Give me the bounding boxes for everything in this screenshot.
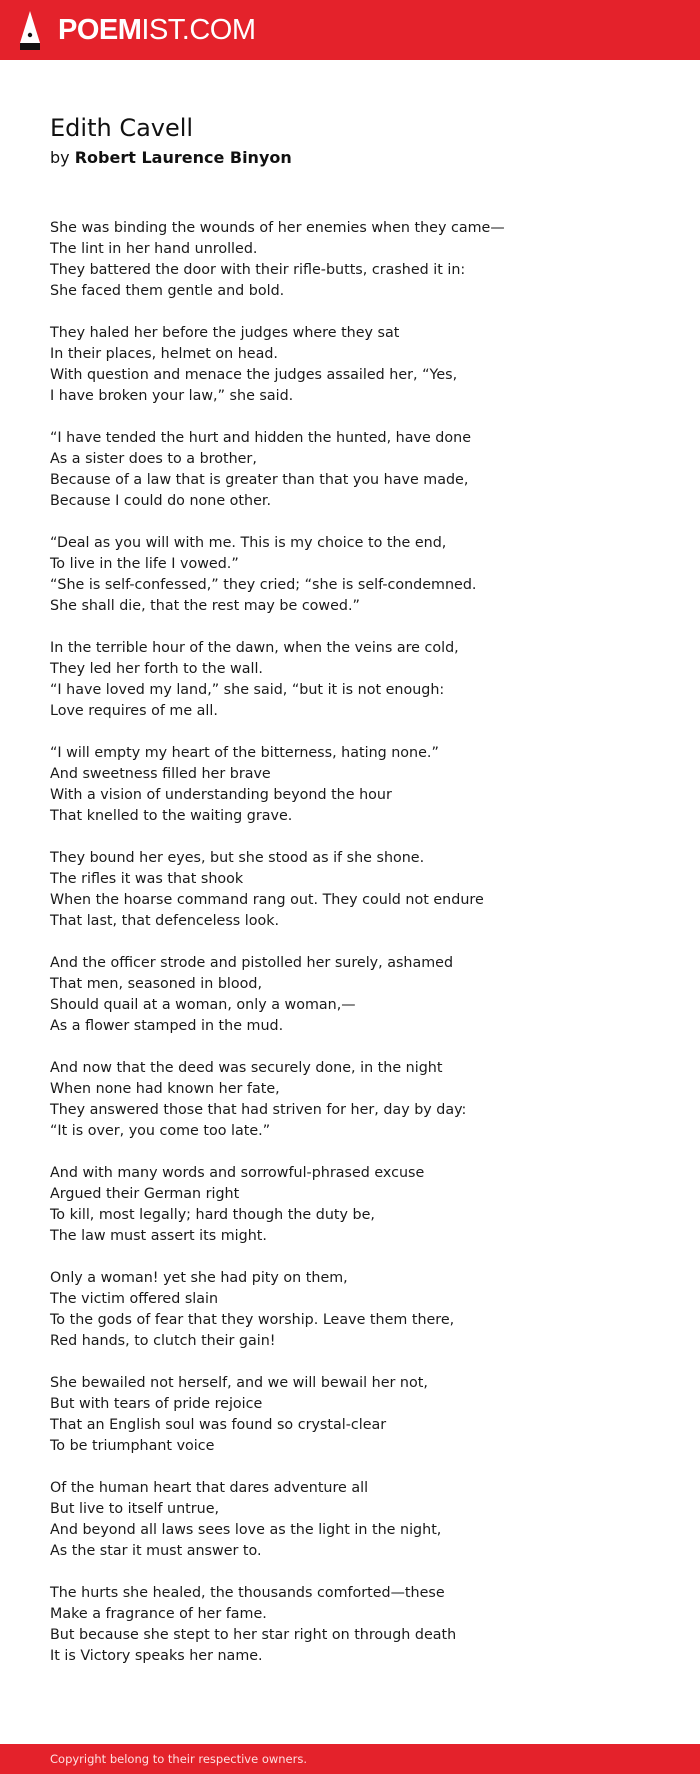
poem-line: And the officer strode and pistolled her surely, ashamed [50, 955, 454, 971]
poem-body [50, 218, 670, 1688]
poem-line: That last, that defenceless look. [50, 913, 280, 929]
logo-bold-text: POEM [58, 13, 142, 46]
poem-line: Because I could do none other. [50, 493, 271, 509]
site-logo[interactable] [58, 13, 256, 46]
poem-line: I have broken your law,” she said. [50, 388, 294, 404]
stanza [50, 1373, 670, 1457]
poem-line: The victim offered slain [50, 1291, 219, 1307]
stanza [50, 1058, 670, 1142]
author-name: Robert Laurence Binyon [74, 148, 292, 167]
poem-line: She faced them gentle and bold. [50, 283, 285, 299]
poem-line: The lint in her hand unrolled. [50, 241, 258, 257]
stanza [50, 743, 670, 827]
poem-line: With question and menace the judges assailed her, “Yes, [50, 367, 458, 383]
poem-line: And sweetness filled her brave [50, 766, 271, 782]
stanza [50, 638, 670, 722]
poem-line: To live in the life I vowed.” [50, 556, 239, 572]
byline [50, 148, 292, 167]
poem-line: When the hoarse command rang out. They could not endure [50, 892, 484, 908]
poem-line: But live to itself untrue, [50, 1501, 220, 1517]
poem-line: Red hands, to clutch their gain! [50, 1333, 276, 1349]
poem-line: Should quail at a woman, only a woman,— [50, 997, 356, 1013]
stanza [50, 428, 670, 512]
stanza [50, 218, 670, 302]
poem-line: As a sister does to a brother, [50, 451, 257, 467]
poem-line: Love requires of me all. [50, 703, 218, 719]
poem-line: When none had known her fate, [50, 1081, 280, 1097]
stanza [50, 1478, 670, 1562]
pen-nib-icon [18, 9, 42, 51]
by-label: by [50, 148, 70, 167]
poem-line: Argued their German right [50, 1186, 240, 1202]
poem-line: “I have loved my land,” she said, “but it is not enough: [50, 682, 445, 698]
poem-line: They haled her before the judges where they sat [50, 325, 400, 341]
poem-line: “She is self-confessed,” they cried; “she is self-condemned. [50, 577, 477, 593]
poem-line: They bound her eyes, but she stood as if she shone. [50, 850, 425, 866]
poem-line: They led her forth to the wall. [50, 661, 263, 677]
poem-line: She was binding the wounds of her enemies when they came— [50, 220, 505, 236]
poem-line: To kill, most legally; hard though the duty be, [50, 1207, 375, 1223]
poem-line: To be triumphant voice [50, 1438, 215, 1454]
poem-line: As the star it must answer to. [50, 1543, 262, 1559]
poem-line: Only a woman! yet she had pity on them, [50, 1270, 348, 1286]
poem-line: As a flower stamped in the mud. [50, 1018, 284, 1034]
poem-line: That an English soul was found so crystal-clear [50, 1417, 387, 1433]
stanza [50, 848, 670, 932]
poem-line: The rifles it was that shook [50, 871, 244, 887]
logo-light-text: IST.COM [141, 13, 256, 46]
poem-line: “I will empty my heart of the bitterness, hating none.” [50, 745, 439, 761]
poem-line: That knelled to the waiting grave. [50, 808, 293, 824]
poem-line: Because of a law that is greater than that you have made, [50, 472, 469, 488]
poem-line: The law must assert its might. [50, 1228, 267, 1244]
site-header [0, 0, 700, 60]
poem-line: It is Victory speaks her name. [50, 1648, 263, 1664]
stanza [50, 953, 670, 1037]
poem-line: To the gods of fear that they worship. Leave them there, [50, 1312, 455, 1328]
poem-line: That men, seasoned in blood, [50, 976, 262, 992]
poem-line: “It is over, you come too late.” [50, 1123, 271, 1139]
poem-line: She shall die, that the rest may be cowed.” [50, 598, 360, 614]
stanza [50, 1163, 670, 1247]
poem-line: And with many words and sorrowful-phrased excuse [50, 1165, 425, 1181]
poem-line: They battered the door with their rifle-butts, crashed it in: [50, 262, 466, 278]
poem-line: The hurts she healed, the thousands comforted—these [50, 1585, 445, 1601]
poem-line: In the terrible hour of the dawn, when the veins are cold, [50, 640, 459, 656]
poem-line: “Deal as you will with me. This is my choice to the end, [50, 535, 447, 551]
poem-line: She bewailed not herself, and we will bewail her not, [50, 1375, 428, 1391]
copyright-notice: Copyright belong to their respective owners. [50, 1752, 308, 1766]
poem-line: With a vision of understanding beyond the hour [50, 787, 392, 803]
poem-line: Make a fragrance of her fame. [50, 1606, 267, 1622]
poem-line: And beyond all laws sees love as the light in the night, [50, 1522, 442, 1538]
poem-line: Of the human heart that dares adventure all [50, 1480, 369, 1496]
poem-line: And now that the deed was securely done, in the night [50, 1060, 443, 1076]
stanza [50, 533, 670, 617]
stanza [50, 323, 670, 407]
poem-line: In their places, helmet on head. [50, 346, 278, 362]
stanza [50, 1268, 670, 1352]
poem-line: But with tears of pride rejoice [50, 1396, 263, 1412]
poem-line: But because she stept to her star right on through death [50, 1627, 457, 1643]
poem-line: They answered those that had striven for her, day by day: [50, 1102, 467, 1118]
poem-line: “I have tended the hurt and hidden the hunted, have done [50, 430, 471, 446]
poem-title: Edith Cavell [50, 114, 194, 142]
site-footer [0, 1744, 700, 1774]
stanza [50, 1583, 670, 1667]
